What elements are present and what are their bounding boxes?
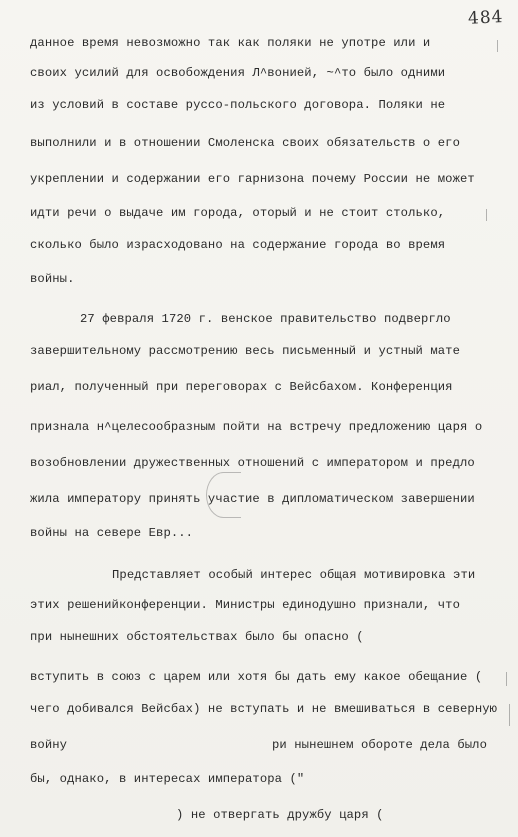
text-line: этих решенийконференции. Министры единодушно признали, что [30,598,460,612]
text-line: чего добивался Вейсбах) не вступать и не вмешиваться в северную [30,702,498,716]
text-line: сколько было израсходовано на содержание города во время [30,238,446,252]
text-line: выполнили и в отношении Смоленска своих обязательств о его [30,136,460,150]
pencil-bracket-mark [206,472,241,518]
text-line: риал, полученный при переговорах с Вейсбахом. Конференция [30,380,453,394]
text-line: бы, однако, в интересах императора (" [30,772,305,786]
text-line: ри нынешнем обороте дела было [272,738,487,752]
text-line: идти речи о выдаче им города, оторый и не стоит столько, [30,206,446,220]
text-line: укреплении и содержании его гарнизона почему России не может [30,172,475,186]
text-line: признала н^целесообразным пойти на встречу предложению царя о [30,420,483,434]
margin-pencil-tick [497,40,498,52]
text-line: своих усилий для освобождения Л^вонией, ~^то было одними [30,66,446,80]
margin-pencil-tick [506,672,507,686]
text-line: возобновлении дружественных отношений с императором и предло [30,456,475,470]
text-line: из условий в составе руссо-польского договора. Поляки не [30,98,446,112]
text-line: при нынешних обстоятельствах было бы опасно ( [30,630,364,644]
text-line: ) не отвергать дружбу царя ( [176,808,384,822]
margin-pencil-tick [486,209,487,221]
text-line: Представляет особый интерес общая мотивировка эти [112,568,476,582]
text-line: 27 февраля 1720 г. венское правительство подвергло [80,312,451,326]
margin-pencil-tick [509,704,510,726]
text-line: войну [30,738,68,752]
text-line: войны. [30,272,75,286]
text-line: завершительному рассмотрению весь письменный и устный мате [30,344,460,358]
text-line: данное время невозможно так как поляки не употре или и [30,36,431,50]
text-line: жила императору принять участие в дипломатическом завершении [30,492,475,506]
page-number: 484 [467,7,504,29]
text-line: вступить в союз с царем или хотя бы дать ему какое обещание ( [30,670,483,684]
text-line: войны на севере Евр... [30,526,194,540]
